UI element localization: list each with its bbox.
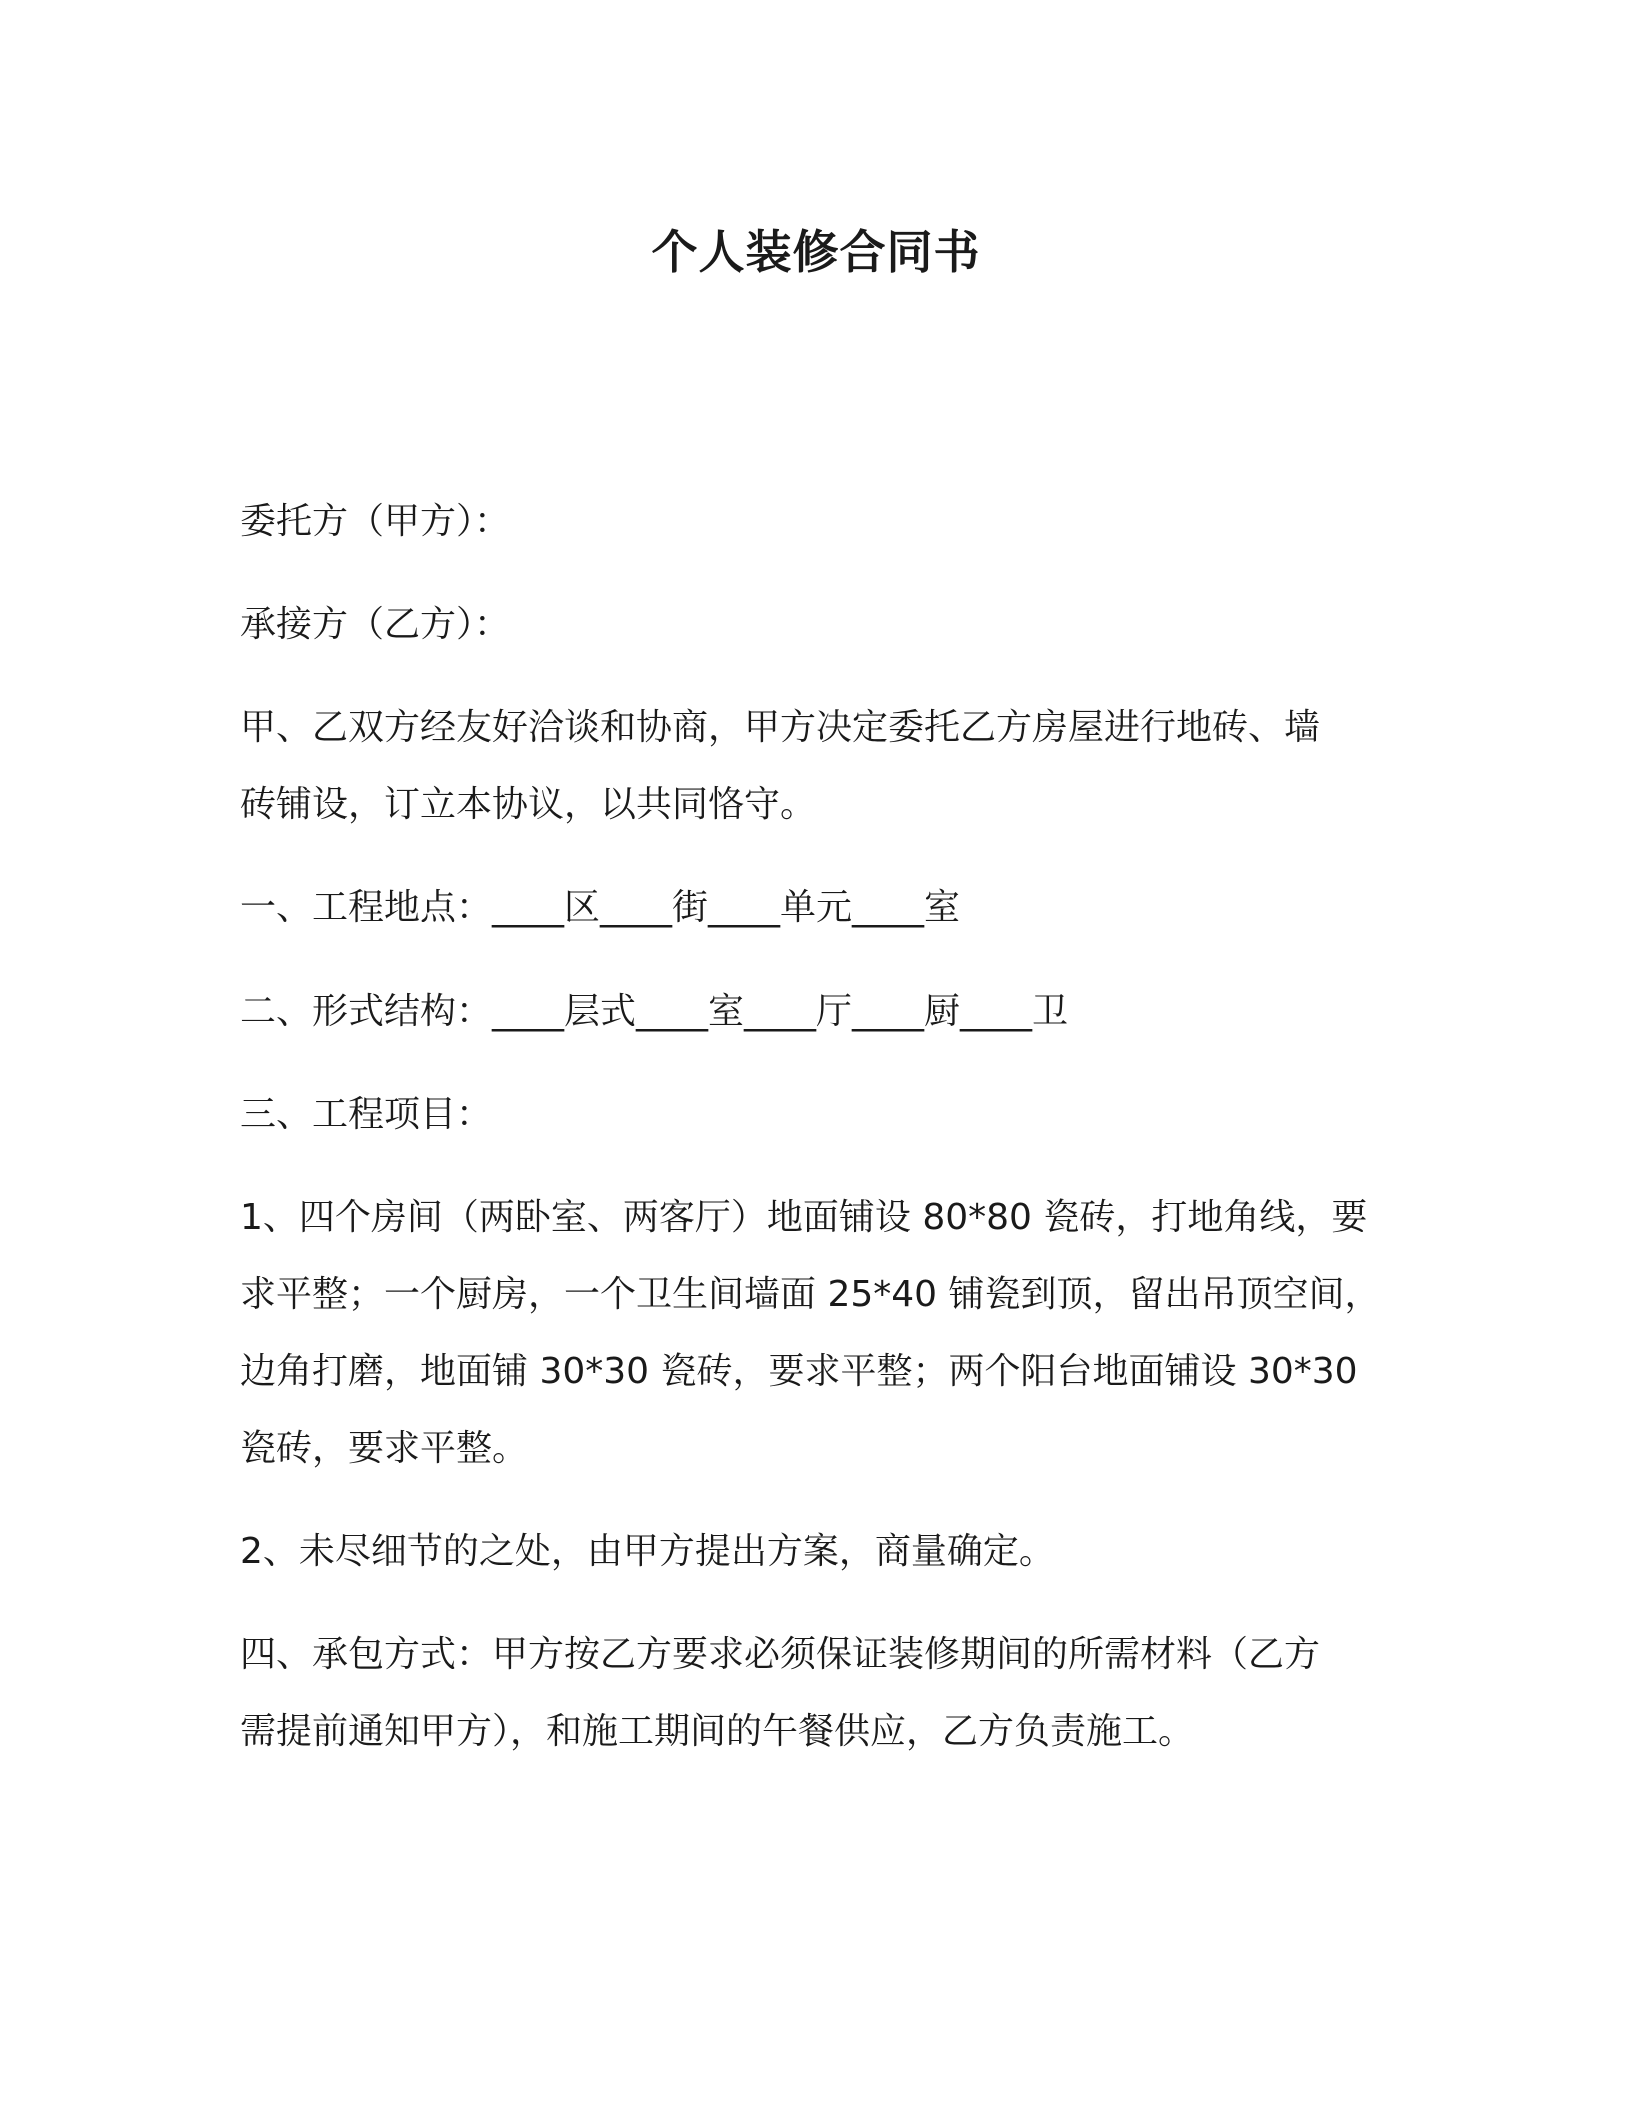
section-3-heading: 三、工程项目：: [240, 1094, 493, 1135]
item-1-line-2: 求平整；一个厨房，一个卫生间墙面 25*40 铺瓷到顶，留出吊顶空间，: [240, 1274, 1381, 1315]
item-1-line-1: 1、四个房间（两卧室、两客厅）地面铺设 80*80 瓷砖，打地角线，要: [240, 1197, 1368, 1238]
party-b-line: 承接方（乙方）：: [240, 604, 511, 645]
intro-line-2: 砖铺设，订立本协议，以共同恪守。: [240, 784, 817, 825]
item-1-line-4: 瓷砖，要求平整。: [240, 1428, 529, 1469]
section-4-line-2: 需提前通知甲方），和施工期间的午餐供应，乙方负责施工。: [240, 1711, 1195, 1752]
item-1-line-3: 边角打磨，地面铺 30*30 瓷砖，要求平整；两个阳台地面铺设 30*30: [240, 1351, 1358, 1392]
item-2-line: 2、未尽细节的之处，由甲方提出方案，商量确定。: [240, 1531, 1055, 1572]
section-1-location: 一、工程地点：____区____街____单元____室: [240, 887, 961, 928]
party-a-line: 委托方（甲方）：: [240, 501, 511, 542]
section-2-structure: 二、形式结构：____层式____室____厅____厨____卫: [240, 991, 1069, 1032]
intro-line-1: 甲、乙双方经友好洽谈和协商，甲方决定委托乙方房屋进行地砖、墙: [240, 707, 1321, 748]
section-4-line-1: 四、承包方式：甲方按乙方要求必须保证装修期间的所需材料（乙方: [240, 1634, 1321, 1675]
document-title: 个人装修合同书: [651, 225, 981, 279]
